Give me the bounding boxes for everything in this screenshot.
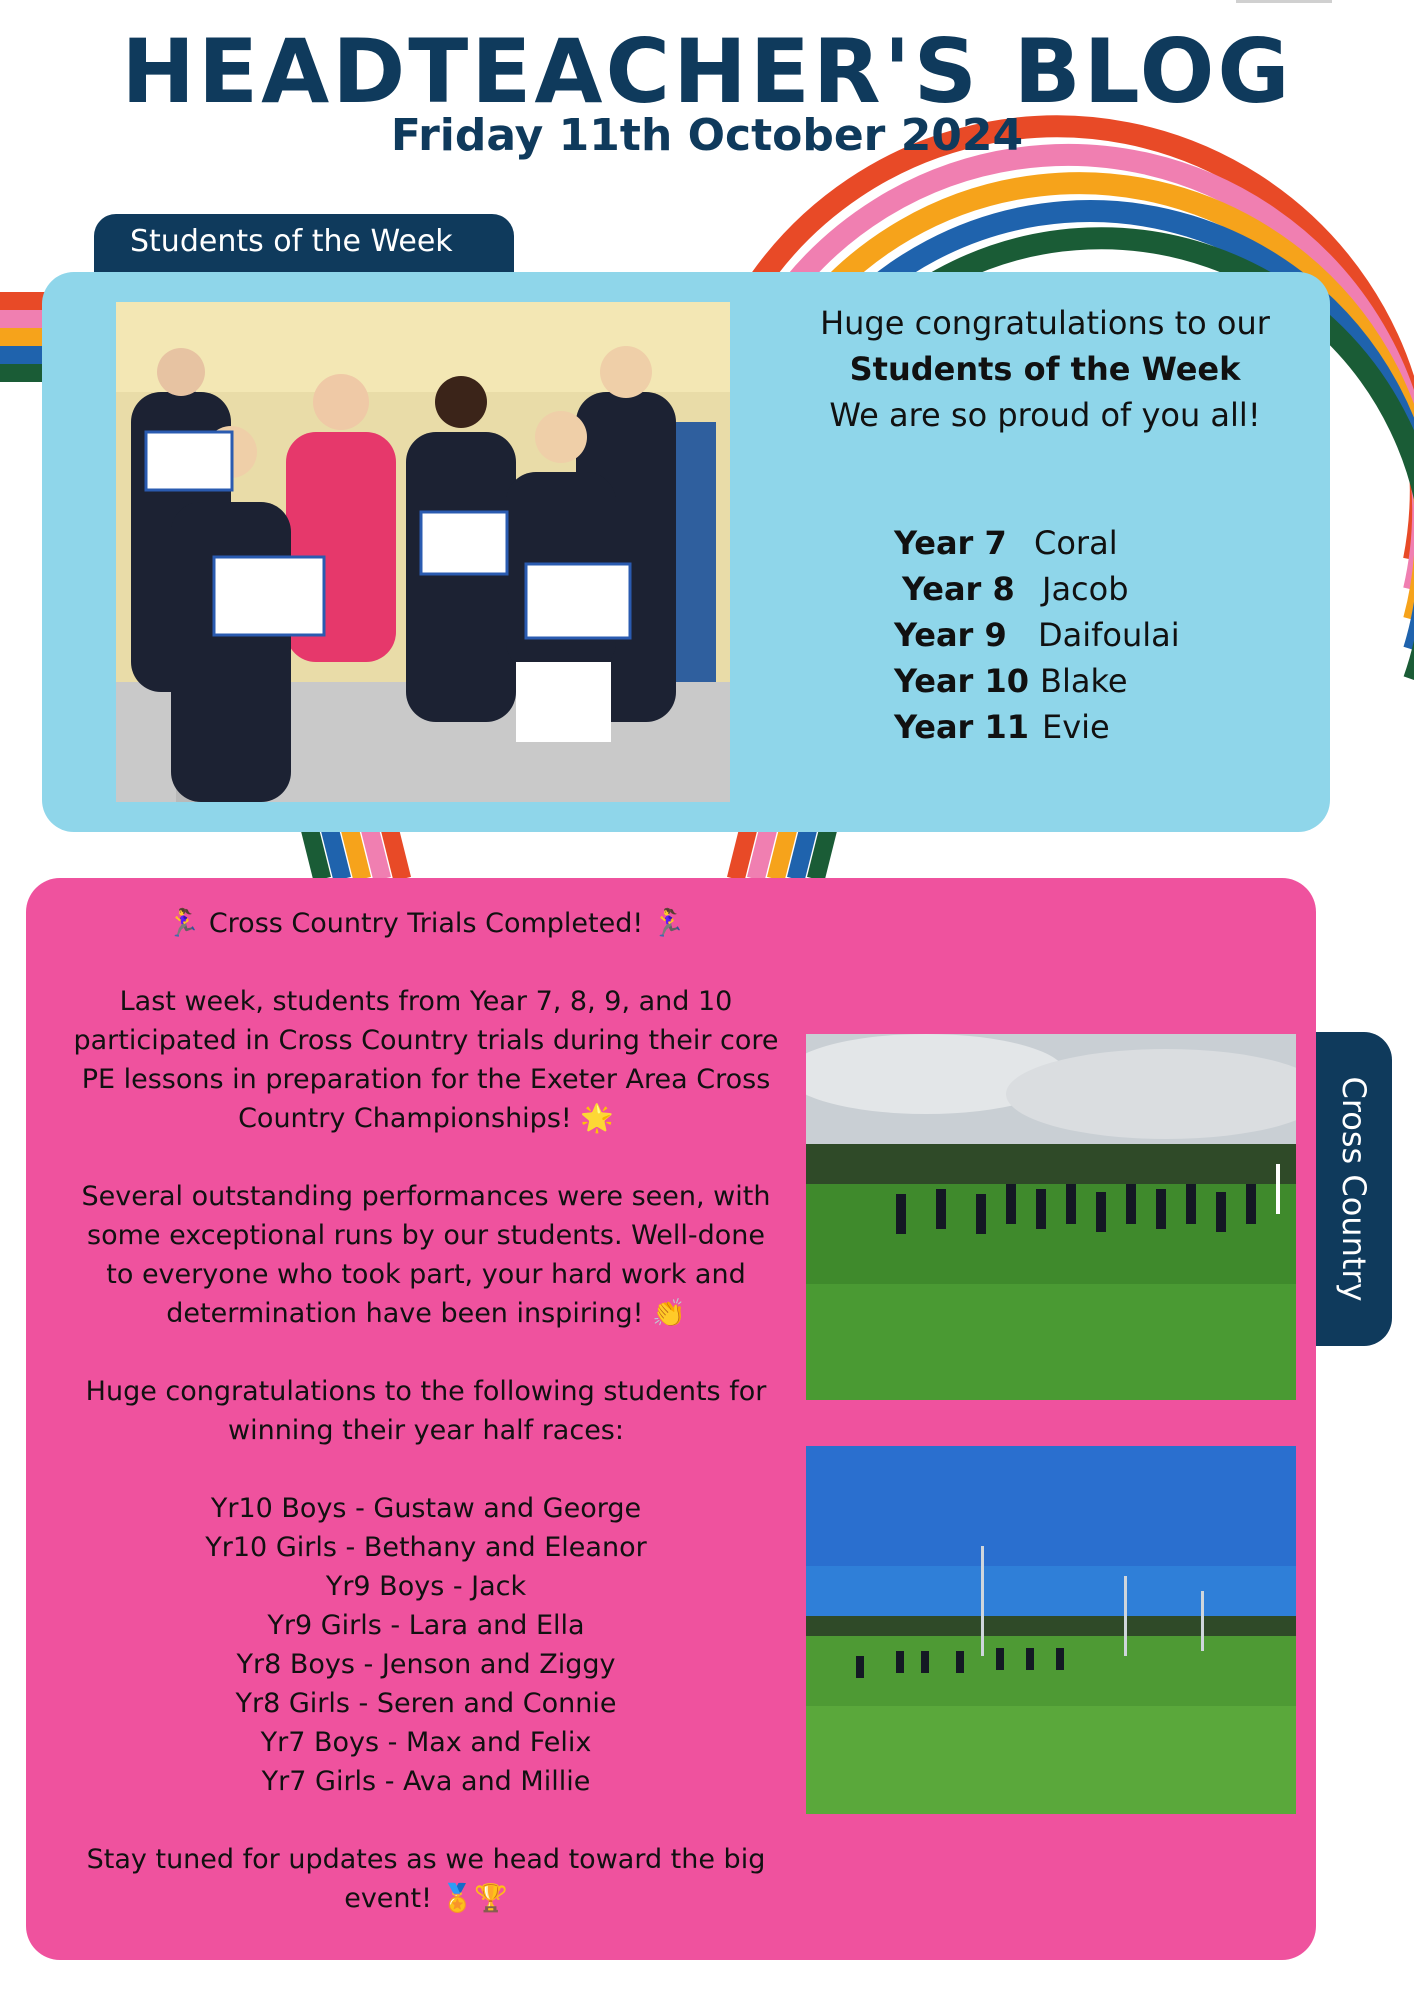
top-divider <box>1236 0 1332 3</box>
winner-item: Yr10 Girls - Bethany and Eleanor <box>205 1532 647 1563</box>
year-row <box>894 658 1314 704</box>
student-name: Daifoulai <box>1038 616 1180 654</box>
students-of-week-intro <box>780 300 1310 438</box>
year-list <box>894 520 1314 750</box>
year-row <box>894 612 1314 658</box>
student-name: Evie <box>1042 708 1110 746</box>
year-label: Year 11 <box>894 708 1029 746</box>
cc-paragraph-2: Several outstanding performances were seen, with some exceptional runs by our students. Well-done to everyone who took part, your hard work and determination have been inspiring! 👏 <box>81 1181 771 1329</box>
cc-paragraph-3: Huge congratulations to the following students for winning their year half races: <box>85 1376 767 1446</box>
winner-item: Yr8 Boys - Jenson and Ziggy <box>236 1649 616 1680</box>
intro-line-2: Students of the Week <box>849 350 1241 388</box>
cc-closing: Stay tuned for updates as we head toward the big event! 🏅🏆 <box>86 1844 766 1914</box>
year-label: Year 8 <box>902 570 1015 608</box>
intro-line-1: Huge congratulations to our <box>820 304 1270 342</box>
year-row <box>894 566 1314 612</box>
year-label: Year 7 <box>894 524 1007 562</box>
cross-country-photo-cloudy <box>806 1034 1296 1400</box>
section-tab-cross-country <box>1316 1032 1392 1346</box>
students-of-week-photo <box>116 302 730 802</box>
page-title: HEADTEACHER'S BLOG <box>121 20 1293 123</box>
cc-heading: 🏃‍♀️ Cross Country Trials Completed! 🏃‍♀️ <box>166 908 686 939</box>
student-name: Coral <box>1034 524 1118 562</box>
student-name: Blake <box>1040 662 1128 700</box>
winner-item: Yr9 Girls - Lara and Ella <box>267 1610 585 1641</box>
winner-item: Yr8 Girls - Seren and Connie <box>235 1688 617 1719</box>
winner-item: Yr7 Boys - Max and Felix <box>260 1727 592 1758</box>
year-label: Year 9 <box>894 616 1007 654</box>
winner-item: Yr7 Girls - Ava and Millie <box>261 1766 591 1797</box>
cross-country-photo-sunny <box>806 1446 1296 1814</box>
page-date: Friday 11th October 2024 <box>390 110 1024 161</box>
winner-item: Yr9 Boys - Jack <box>325 1571 527 1602</box>
year-row <box>894 520 1314 566</box>
cc-paragraph-1: Last week, students from Year 7, 8, 9, and 10 participated in Cross Country trials during their core PE lessons in preparation for the Exeter Area Cross Country Championships! 🌟 <box>73 986 779 1134</box>
winner-item: Yr10 Boys - Gustaw and George <box>210 1493 642 1524</box>
section-tab-students-of-week: Students of the Week <box>94 214 514 280</box>
intro-line-3: We are so proud of you all! <box>829 396 1261 434</box>
side-tab-label: Cross Country <box>1335 1076 1373 1302</box>
cross-country-text <box>70 904 782 1918</box>
year-label: Year 10 <box>894 662 1029 700</box>
year-row <box>894 704 1314 750</box>
student-name: Jacob <box>1042 570 1129 608</box>
